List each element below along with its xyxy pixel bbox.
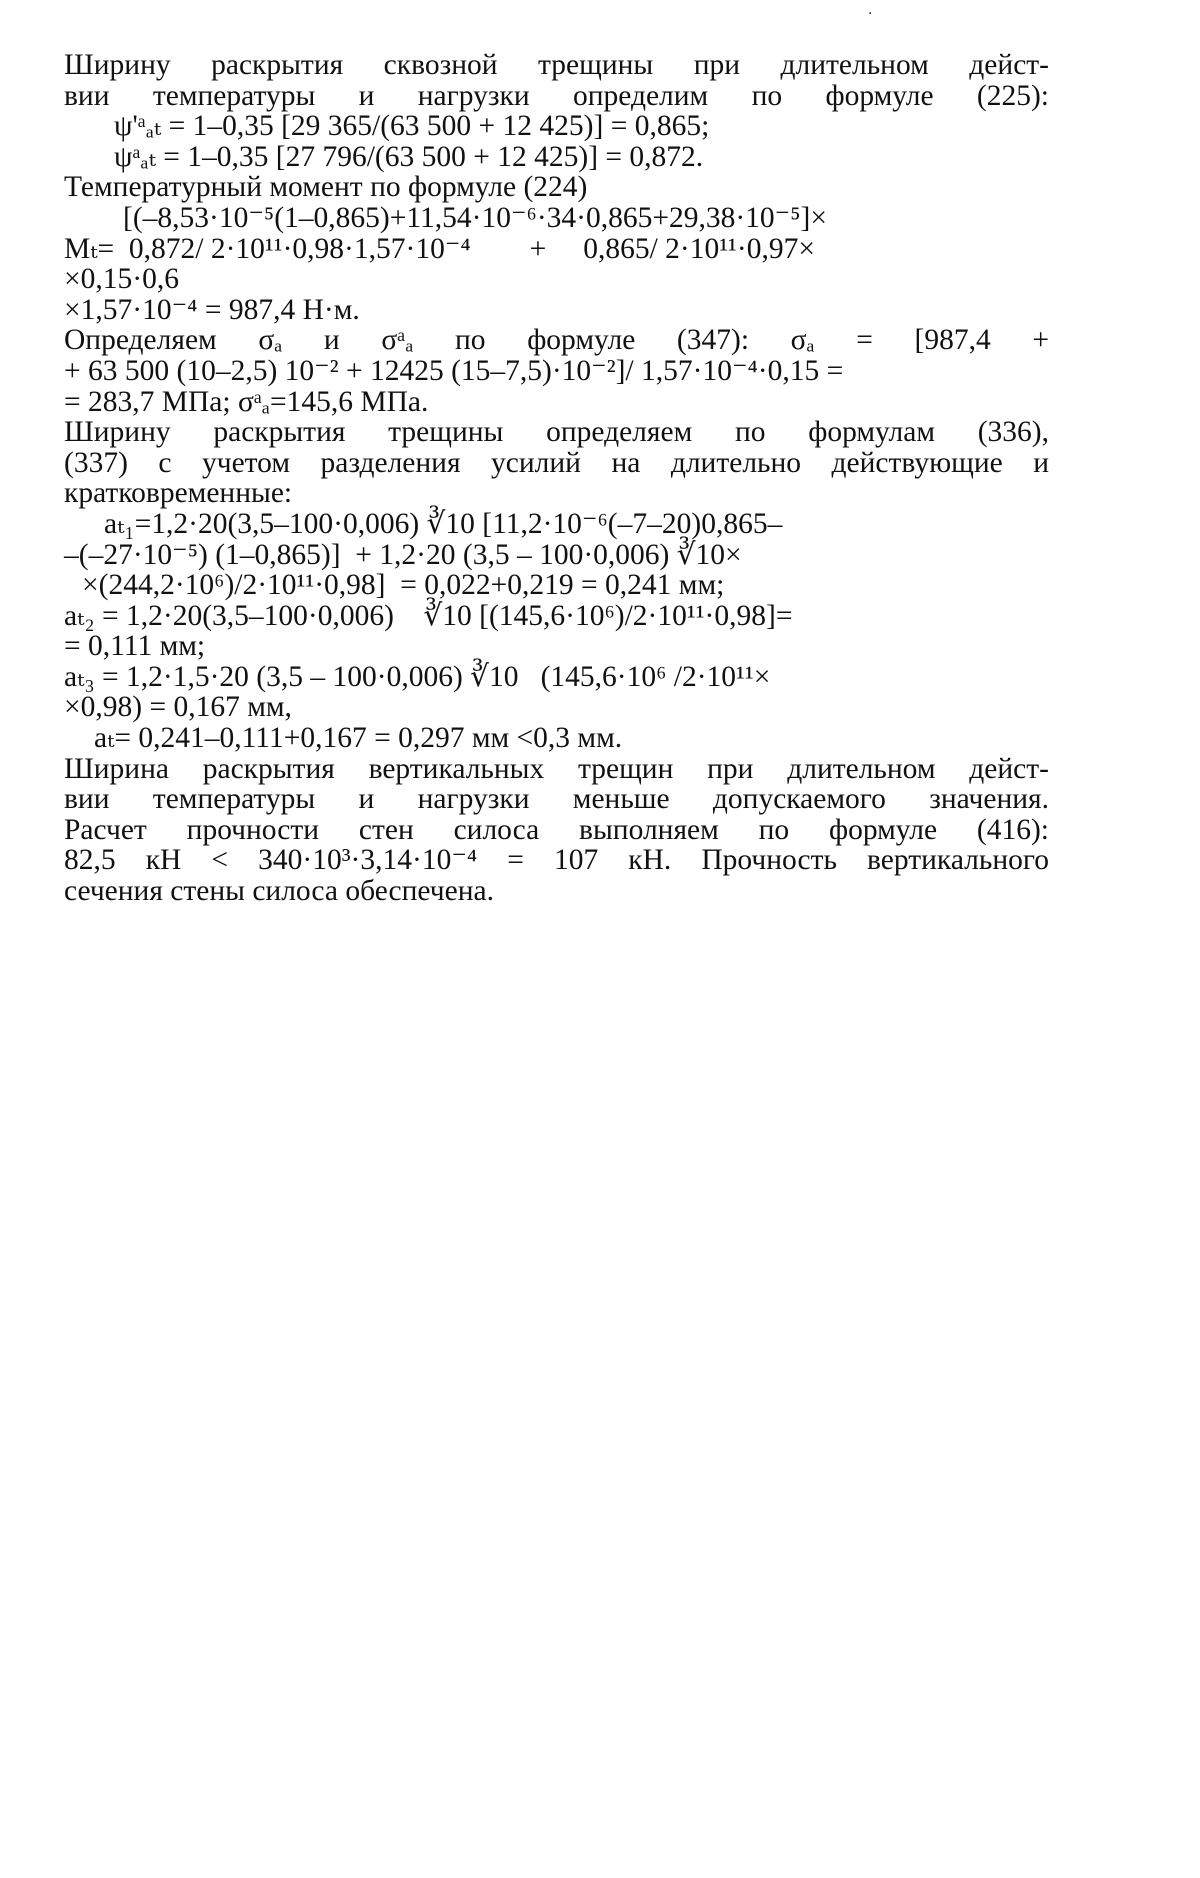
text-line: aₜ₁=1,2·20(3,5–100·0,006) ∛10 [11,2·10⁻⁶(–7–20)0,865–: [104, 507, 783, 540]
text-line: Определяем σₐ и σᵃₐ по формуле (347): σₐ = [987,4 +: [64, 324, 1049, 357]
text-line: (337) с учетом разделения усилий на длительно действующие и: [64, 446, 1049, 479]
text-line: вии температуры и нагрузки определим по формуле (225):: [64, 79, 1049, 112]
text-line: –(–27·10⁻⁵) (1–0,865)] + 1,2·20 (3,5 – 100·0,006) ∛10×: [64, 538, 742, 571]
text-line: aₜ= 0,241–0,111+0,167 = 0,297 мм <0,3 мм.: [94, 722, 623, 755]
text-line: 82,5 кН < 340·10³·3,14·10⁻⁴ = 107 кН. Прочность вертикального: [64, 844, 1049, 877]
text-line: ψ'ᵃₐₜ = 1–0,35 [29 365/(63 500 + 12 425)] = 0,865;: [114, 110, 710, 143]
text-line: ψᵃₐₜ = 1–0,35 [27 796/(63 500 + 12 425)] = 0,872.: [114, 140, 704, 173]
text-line: ×0,98) = 0,167 мм,: [64, 691, 292, 724]
text-line: ×(244,2·10⁶)/2·10¹¹·0,98] = 0,022+0,219 = 0,241 мм;: [82, 569, 725, 602]
text-line: = 283,7 МПа; σᵃₐ=145,6 МПа.: [64, 385, 429, 418]
text-line: сечения стены силоса обеспечена.: [64, 875, 494, 908]
text-line: aₜ₃ = 1,2·1,5·20 (3,5 – 100·0,006) ∛10 (145,6·10⁶ /2·10¹¹×: [64, 660, 771, 693]
text-line: Температурный момент по формуле (224): [64, 171, 588, 204]
text-line: = 0,111 мм;: [64, 630, 206, 663]
text-line: ×0,15·0,6: [64, 263, 179, 296]
text-line: кратковременные:: [64, 477, 293, 510]
text-line: ×1,57·10⁻⁴ = 987,4 Н·м.: [64, 293, 360, 326]
text-line: Расчет прочности стен силоса выполняем по формуле (416):: [64, 813, 1049, 846]
text-line: Ширину раскрытия сквозной трещины при длительном дейст-: [64, 49, 1049, 81]
text-line: Mₜ= 0,872/ 2·10¹¹·0,98·1,57·10⁻⁴ + 0,865/ 2·10¹¹·0,97×: [64, 232, 815, 265]
stray-mark: ·: [868, 6, 873, 22]
text-line: Ширина раскрытия вертикальных трещин при длительном дейст-: [64, 752, 1049, 785]
text-line: Ширину раскрытия трещины определяем по формулам (336),: [64, 416, 1049, 449]
text-line: aₜ₂ = 1,2·20(3,5–100·0,006) ∛10 [(145,6·10⁶)/2·10¹¹·0,98]=: [64, 599, 793, 632]
document-text: [64, 50, 1049, 907]
text-line: вии температуры и нагрузки меньше допускаемого значения.: [64, 783, 1049, 816]
text-line: [(–8,53·10⁻⁵(1–0,865)+11,54·10⁻⁶·34·0,865+29,38·10⁻⁵]×: [64, 201, 827, 234]
text-line: + 63 500 (10–2,5) 10⁻² + 12425 (15–7,5)·10⁻²]/ 1,57·10⁻⁴·0,15 =: [64, 354, 844, 387]
